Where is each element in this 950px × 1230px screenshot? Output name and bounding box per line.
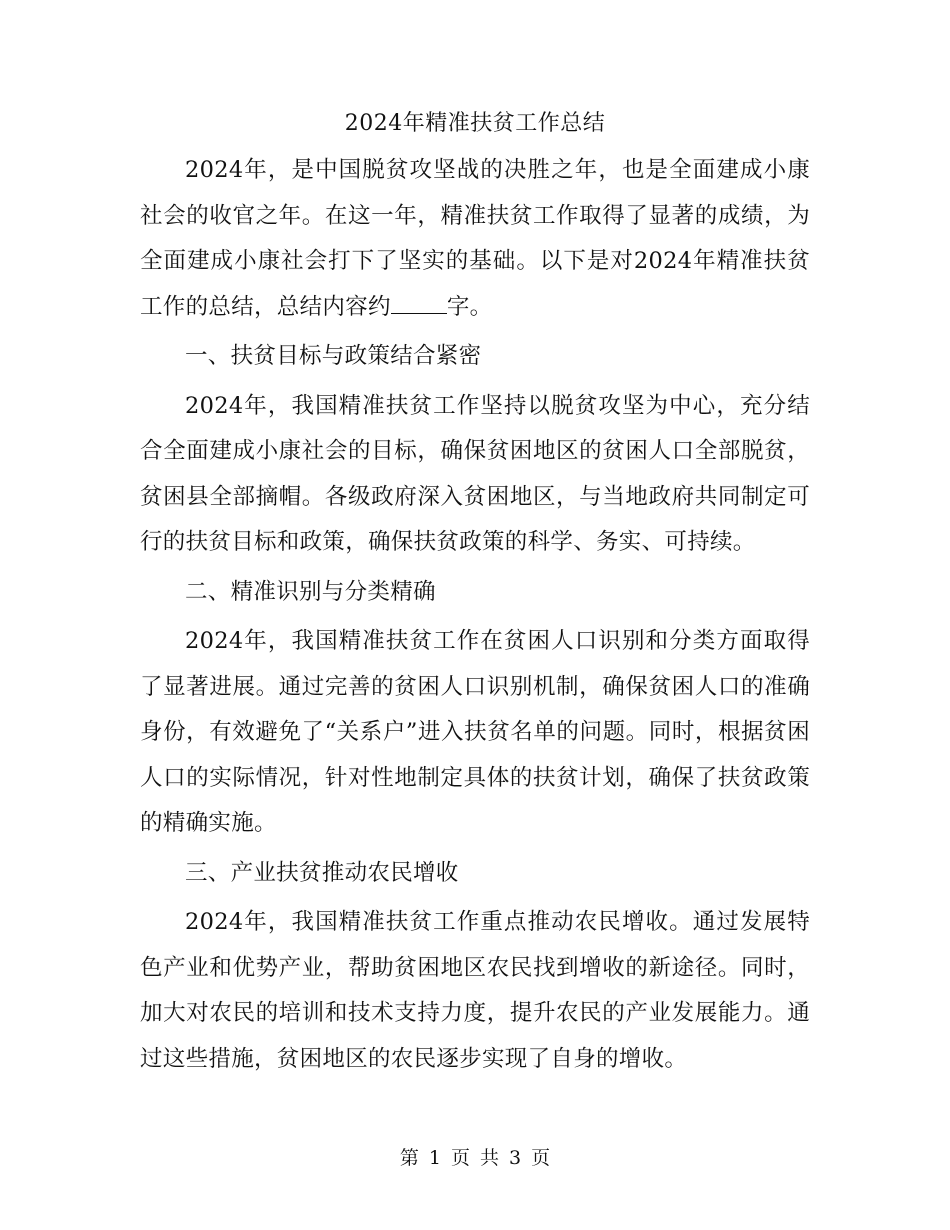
- intro-paragraph: [140, 148, 810, 330]
- page-footer: 第 1 页 共 3 页: [399, 1147, 551, 1169]
- section-heading-1: 一、扶贫目标与政策结合紧密: [185, 343, 482, 369]
- section-heading-2: 二、精准识别与分类精确: [185, 578, 436, 605]
- section-body-3: 2024年，我国精准扶贫工作重点推动农民增收。通过发展特色产业和优势产业，帮助贫困地区农民找到增收的新途径。同时，加大对农民的培训和技术支持力度，提升农民的产业发展能力。通过这些措施，贫困地区的农民逐步实现了自身的增收。: [140, 909, 810, 1072]
- section-heading-3: 三、产业扶贫推动农民增收: [185, 859, 459, 886]
- intro-text-end: 字。: [446, 293, 493, 320]
- document-body: [140, 148, 810, 1082]
- intro-text: 2024年，是中国脱贫攻坚战的决胜之年，也是全面建成小康社会的收官之年。在这一年，精准扶贫工作取得了显著的成绩，为全面建成小康社会打下了坚实的基础。以下是对2024年精准扶贫工作的总结，总结内容约: [140, 157, 810, 320]
- section-body-2: 2024年，我国精准扶贫工作在贫困人口识别和分类方面取得了显著进展。通过完善的贫困人口识别机制，确保贫困人口的准确身份，有效避免了“关系户”进入扶贫名单的问题。同时，根据贫困人口的实际情况，针对性地制定具体的扶贫计划，确保了扶贫政策的精确实施。: [140, 628, 810, 836]
- section-body-1: 2024年，我国精准扶贫工作坚持以脱贫攻坚为中心，充分结合全面建成小康社会的目标，确保贫困地区的贫困人口全部脱贫，贫困县全部摘帽。各级政府深入贫困地区，与当地政府共同制定可行的扶贫目标和政策，确保扶贫政策的科学、务实、可持续。: [140, 392, 810, 555]
- document-title: 2024年精准扶贫工作总结: [344, 111, 606, 136]
- fill-in-blank: [391, 297, 447, 314]
